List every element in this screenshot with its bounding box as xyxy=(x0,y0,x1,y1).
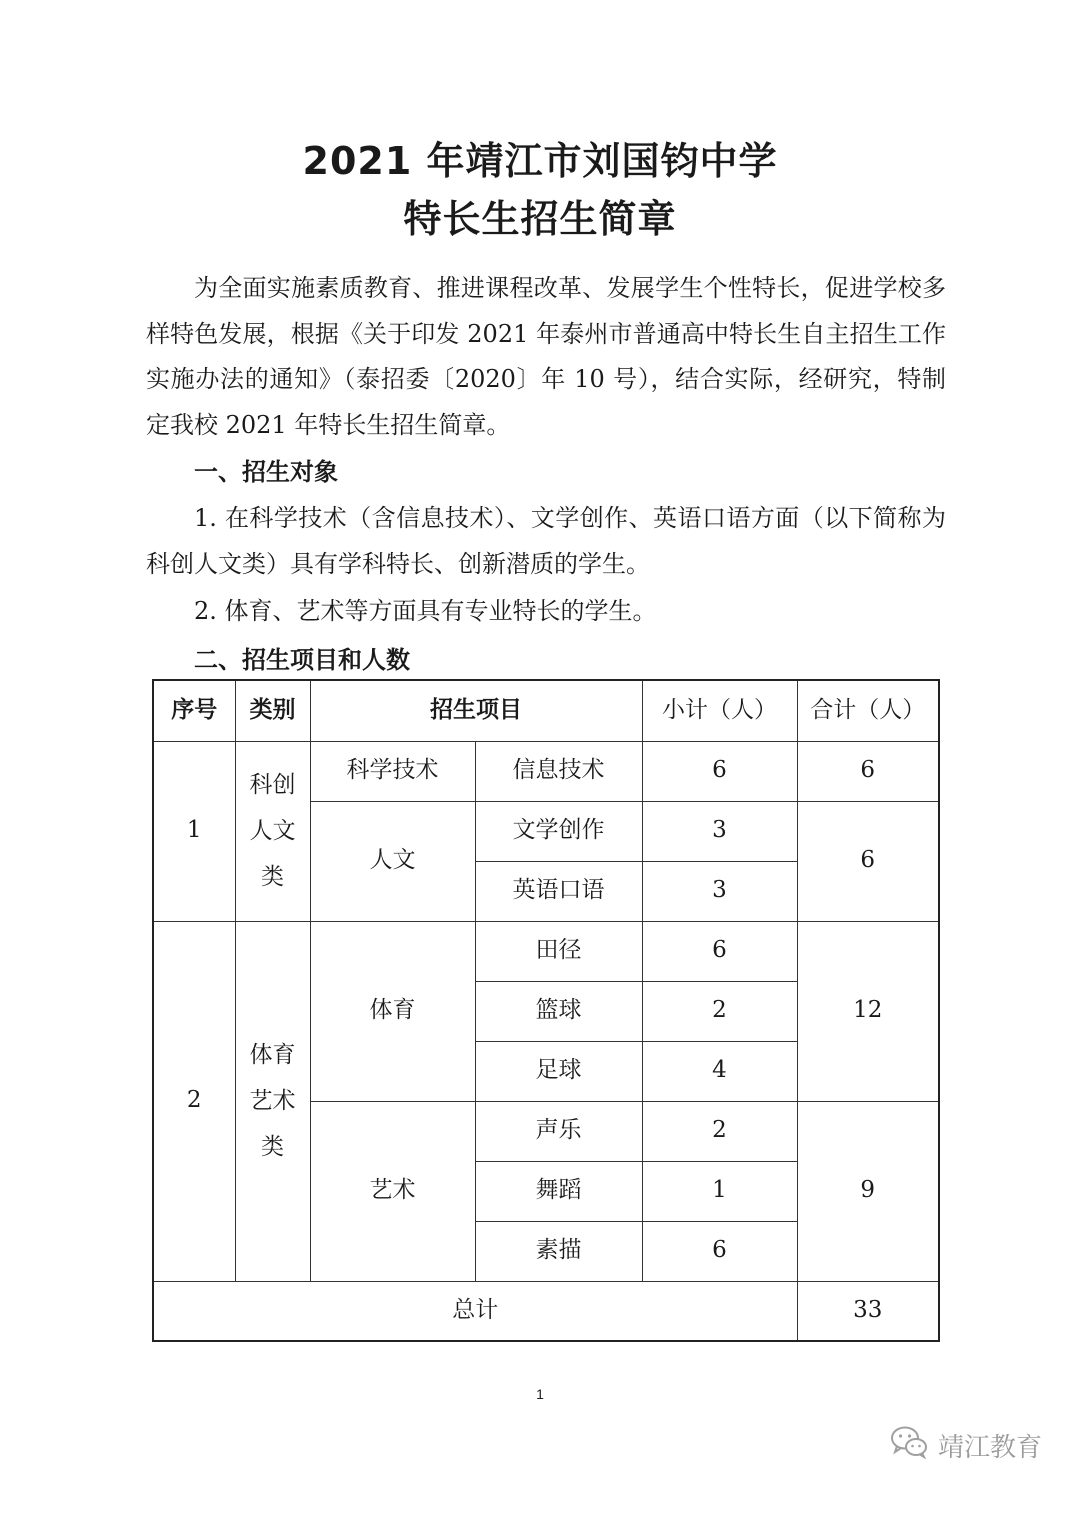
grand-total-label: 总计 xyxy=(153,1281,797,1341)
english-oral-cell: 英语口语 xyxy=(475,861,642,921)
wechat-icon xyxy=(890,1425,928,1466)
vocal-cell: 声乐 xyxy=(475,1101,642,1161)
track-subtotal: 6 xyxy=(642,921,797,981)
page-number: 1 xyxy=(536,1386,544,1402)
pe-cell: 体育 xyxy=(310,921,475,1101)
document-title-line2: 特长生招生简章 xyxy=(403,197,677,241)
table-header-row xyxy=(153,680,939,741)
vocal-subtotal: 2 xyxy=(642,1101,797,1161)
group2-no: 2 xyxy=(153,921,235,1281)
group1-category-line2: 人文 xyxy=(249,818,296,844)
soccer-cell: 足球 xyxy=(475,1041,642,1101)
info-tech-subtotal: 6 xyxy=(642,741,797,801)
header-subtotal: 小计（人） xyxy=(642,680,797,741)
group1-category-line1: 科创 xyxy=(249,772,296,798)
table-row xyxy=(153,741,939,801)
basketball-subtotal: 2 xyxy=(642,981,797,1041)
dance-cell: 舞蹈 xyxy=(475,1161,642,1221)
sketch-cell: 素描 xyxy=(475,1221,642,1281)
group1-no: 1 xyxy=(153,741,235,921)
table-row xyxy=(153,921,939,981)
group1-category-line3: 类 xyxy=(261,864,284,890)
group2-category-line1: 体育 xyxy=(249,1042,296,1068)
header-category: 类别 xyxy=(235,680,310,741)
sci-tech-cell: 科学技术 xyxy=(310,741,475,801)
art-cell: 艺术 xyxy=(310,1101,475,1281)
dance-subtotal: 1 xyxy=(642,1161,797,1221)
group2-category xyxy=(235,921,310,1281)
grand-total-value: 33 xyxy=(797,1281,939,1341)
enrollment-table xyxy=(152,679,940,1342)
section1-heading: 一、招生对象 xyxy=(194,458,338,486)
watermark xyxy=(890,1425,1042,1466)
sketch-subtotal: 6 xyxy=(642,1221,797,1281)
sci-tech-total: 6 xyxy=(797,741,939,801)
info-tech-cell: 信息技术 xyxy=(475,741,642,801)
art-total: 9 xyxy=(797,1101,939,1281)
basketball-cell: 篮球 xyxy=(475,981,642,1041)
grand-total-row xyxy=(153,1281,939,1341)
english-oral-subtotal: 3 xyxy=(642,861,797,921)
header-no: 序号 xyxy=(153,680,235,741)
header-project: 招生项目 xyxy=(310,680,642,741)
group2-category-line3: 类 xyxy=(261,1134,284,1160)
header-total: 合计（人） xyxy=(797,680,939,741)
group2-category-line2: 艺术 xyxy=(249,1088,296,1114)
humanities-total: 6 xyxy=(797,801,939,921)
watermark-text: 靖江教育 xyxy=(937,1433,1042,1463)
soccer-subtotal: 4 xyxy=(642,1041,797,1101)
intro-paragraph: 为全面实施素质教育、推进课程改革、发展学生个性特长，促进学校多样特色发展，根据《关于印发 2021 年泰州市普通高中特长生自主招生工作实施办法的通知》（泰招委〔2020〕年 10 号），结合实际，经研究，特制定我校 2021 年特长生招生简章。 xyxy=(146,274,946,439)
group1-category xyxy=(235,741,310,921)
literature-subtotal: 3 xyxy=(642,801,797,861)
humanities-cell: 人文 xyxy=(310,801,475,921)
document-title-line1: 2021 年靖江市刘国钧中学 xyxy=(302,139,778,183)
section1-item1: 1. 在科学技术（含信息技术）、文学创作、英语口语方面（以下简称为科创人文类）具有学科特长、创新潜质的学生。 xyxy=(146,504,946,578)
track-cell: 田径 xyxy=(475,921,642,981)
literature-cell: 文学创作 xyxy=(475,801,642,861)
pe-total: 12 xyxy=(797,921,939,1101)
section1-item2: 2. 体育、艺术等方面具有专业特长的学生。 xyxy=(194,597,657,625)
section2-heading: 二、招生项目和人数 xyxy=(194,646,410,674)
